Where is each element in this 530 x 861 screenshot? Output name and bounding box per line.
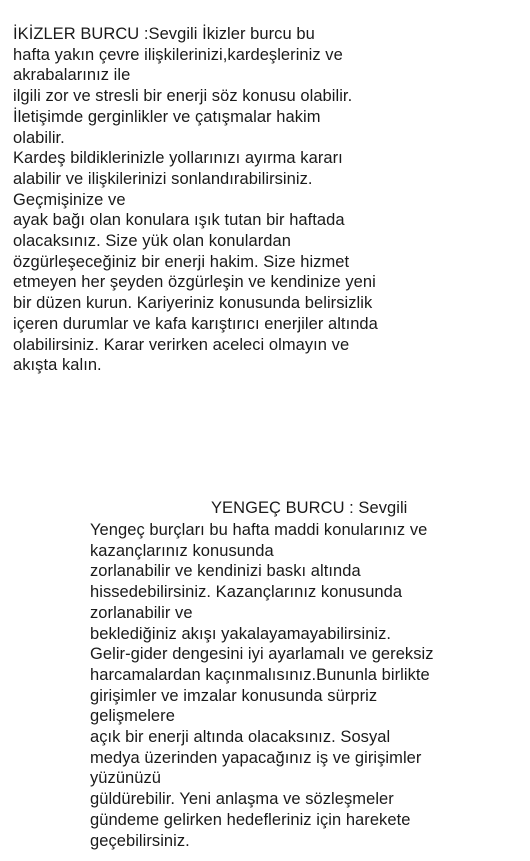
yengec-line: gündeme gelirken hedefleriniz için harekete [90,810,411,829]
ikizler-line: ilgili zor ve stresli bir enerji söz konusu olabilir. [13,87,353,106]
yengec-line: kazançlarınız konusunda [90,541,274,560]
ikizler-line: alabilir ve ilişkilerinizi sonlandırabilirsiniz. [13,169,313,188]
ikizler-line: hafta yakın çevre ilişkilerinizi,kardeşleriniz ve [13,45,343,64]
yengec-line: zorlanabilir ve kendinizi baskı altında [90,562,361,581]
yengec-line: açık bir enerji altında olacaksınız. Sosyal [90,728,391,747]
ikizler-line: bir düzen kurun. Kariyeriniz konusunda belirsizlik [13,294,373,313]
ikizler-line: olacaksınız. Size yük olan konulardan [13,232,291,251]
yengec-line: hissedebilirsiniz. Kazançlarınız konusunda [90,583,403,602]
ikizler-line: olabilirsiniz. Karar verirken aceleci olmayın ve [13,335,350,354]
ikizler-line: içeren durumlar ve kafa karıştırıcı enerjiler altında [13,314,378,333]
yengec-line: gelişmelere [90,707,175,726]
yengec-heading-line: YENGEÇ BURCU : Sevgili [211,499,408,517]
ikizler-line: İKİZLER BURCU :Sevgili İkizler burcu bu [13,25,315,43]
yengec-horoscope-paragraph [90,520,434,851]
yengec-line: beklediğiniz akışı yakalayamayabilirsiniz. [90,624,392,643]
yengec-line: geçebilirsiniz. [90,831,190,850]
ikizler-horoscope-paragraph [13,24,378,376]
ikizler-line: ayak bağı olan konulara ışık tutan bir haftada [13,211,345,230]
yengec-line: zorlanabilir ve [90,603,193,622]
yengec-horoscope-heading [211,498,407,519]
yengec-line: güldürebilir. Yeni anlaşma ve sözleşmeler [90,790,394,809]
yengec-line: harcamalardan kaçınmalısınız.Bununla birlikte [90,665,430,684]
yengec-line: girişimler ve imzalar konusunda sürpriz [90,686,378,705]
yengec-line: Yengeç burçları bu hafta maddi konularınız ve [90,521,428,539]
ikizler-line: akrabalarınız ile [13,66,131,85]
yengec-line: yüzünüzü [90,769,162,788]
ikizler-line: olabilir. [13,128,65,147]
ikizler-line: Geçmişinize ve [13,190,126,209]
yengec-line: Gelir-gider dengesini iyi ayarlamalı ve gereksiz [90,645,434,664]
ikizler-line: Kardeş bildiklerinizle yollarınızı ayırma kararı [13,149,343,168]
ikizler-line: İletişimde gerginlikler ve çatışmalar hakim [13,107,321,126]
ikizler-line: özgürleşeceğiniz bir enerji hakim. Size hizmet [13,252,350,271]
yengec-line: medya üzerinden yapacağınız iş ve girişimler [90,748,422,767]
ikizler-line: akışta kalın. [13,356,102,375]
ikizler-line: etmeyen her şeyden özgürleşin ve kendinize yeni [13,273,376,292]
